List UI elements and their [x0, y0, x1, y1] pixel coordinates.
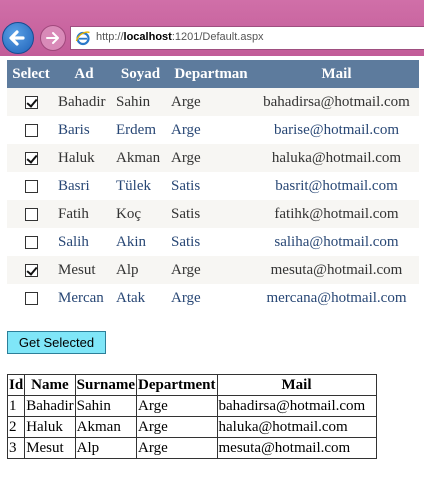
employee-grid [7, 60, 419, 312]
row-select-checkbox[interactable] [25, 236, 38, 249]
grid-row [7, 172, 419, 200]
grid-cell-departman: Arge [168, 144, 254, 172]
selected-records-table [7, 374, 377, 459]
grid-cell-soyad: Akman [113, 144, 168, 172]
grid-cell-soyad: Koç [113, 200, 168, 228]
selected-cell-department: Arge [137, 417, 217, 438]
grid-cell-ad: Basri [55, 172, 113, 200]
selected-row [8, 396, 377, 417]
internet-explorer-icon [75, 30, 91, 46]
row-select-checkbox[interactable] [25, 292, 38, 305]
selected-header-mail: Mail [217, 375, 376, 396]
grid-header-mail: Mail [254, 60, 419, 88]
get-selected-button[interactable]: Get Selected [7, 331, 106, 354]
row-select-checkbox[interactable] [25, 152, 38, 165]
selected-cell-department: Arge [137, 396, 217, 417]
selected-cell-mail: mesuta@hotmail.com [217, 438, 376, 459]
grid-row [7, 256, 419, 284]
selected-cell-surname: Sahin [75, 396, 136, 417]
selected-cell-surname: Alp [75, 438, 136, 459]
grid-cell-ad: Mesut [55, 256, 113, 284]
back-button[interactable] [2, 22, 34, 54]
grid-cell-soyad: Alp [113, 256, 168, 284]
selected-header-name: Name [25, 375, 75, 396]
grid-cell-ad: Mercan [55, 284, 113, 312]
grid-cell-departman: Arge [168, 256, 254, 284]
grid-cell-ad: Fatih [55, 200, 113, 228]
address-bar[interactable] [70, 26, 424, 50]
arrow-right-icon [41, 26, 65, 50]
selected-row [8, 417, 377, 438]
selected-cell-id: 1 [8, 396, 25, 417]
arrow-left-icon [3, 23, 33, 53]
url-text: http://localhost:1201/Default.aspx [96, 31, 264, 43]
selected-cell-name: Haluk [25, 417, 75, 438]
grid-row [7, 228, 419, 256]
grid-cell-departman: Arge [168, 88, 254, 116]
grid-cell-mail: barise@hotmail.com [254, 116, 419, 144]
grid-cell-soyad: Erdem [113, 116, 168, 144]
grid-cell-mail: saliha@hotmail.com [254, 228, 419, 256]
grid-cell-soyad: Tülek [113, 172, 168, 200]
grid-header-departman: Departman [168, 60, 254, 88]
grid-cell-soyad: Akin [113, 228, 168, 256]
selected-cell-mail: haluka@hotmail.com [217, 417, 376, 438]
row-select-checkbox[interactable] [25, 124, 38, 137]
selected-cell-name: Mesut [25, 438, 75, 459]
selected-cell-surname: Akman [75, 417, 136, 438]
selected-header-department: Department [137, 375, 217, 396]
row-select-checkbox[interactable] [25, 96, 38, 109]
grid-cell-mail: haluka@hotmail.com [254, 144, 419, 172]
grid-header-row [7, 60, 419, 88]
browser-toolbar [0, 0, 424, 56]
row-select-checkbox[interactable] [25, 208, 38, 221]
grid-cell-mail: basrit@hotmail.com [254, 172, 419, 200]
selected-header-surname: Surname [75, 375, 136, 396]
grid-cell-departman: Satis [168, 200, 254, 228]
selected-header-id: Id [8, 375, 25, 396]
selected-row [8, 438, 377, 459]
grid-row [7, 116, 419, 144]
grid-header-ad: Ad [55, 60, 113, 88]
forward-button[interactable] [40, 25, 66, 51]
grid-cell-mail: mesuta@hotmail.com [254, 256, 419, 284]
grid-cell-mail: mercana@hotmail.com [254, 284, 419, 312]
grid-cell-soyad: Atak [113, 284, 168, 312]
grid-row [7, 144, 419, 172]
selected-cell-name: Bahadir [25, 396, 75, 417]
grid-row [7, 200, 419, 228]
row-select-checkbox[interactable] [25, 264, 38, 277]
selected-header-row [8, 375, 377, 396]
grid-cell-ad: Haluk [55, 144, 113, 172]
grid-header-select: Select [7, 60, 55, 88]
grid-cell-departman: Satis [168, 172, 254, 200]
grid-cell-mail: fatihk@hotmail.com [254, 200, 419, 228]
grid-cell-ad: Salih [55, 228, 113, 256]
selected-cell-department: Arge [137, 438, 217, 459]
selected-cell-id: 2 [8, 417, 25, 438]
grid-cell-departman: Arge [168, 116, 254, 144]
grid-cell-mail: bahadirsa@hotmail.com [254, 88, 419, 116]
selected-cell-mail: bahadirsa@hotmail.com [217, 396, 376, 417]
row-select-checkbox[interactable] [25, 180, 38, 193]
grid-cell-departman: Arge [168, 284, 254, 312]
grid-row [7, 88, 419, 116]
grid-cell-ad: Bahadir [55, 88, 113, 116]
grid-cell-departman: Satis [168, 228, 254, 256]
grid-cell-ad: Baris [55, 116, 113, 144]
grid-header-soyad: Soyad [113, 60, 168, 88]
selected-cell-id: 3 [8, 438, 25, 459]
grid-cell-soyad: Sahin [113, 88, 168, 116]
grid-row [7, 284, 419, 312]
